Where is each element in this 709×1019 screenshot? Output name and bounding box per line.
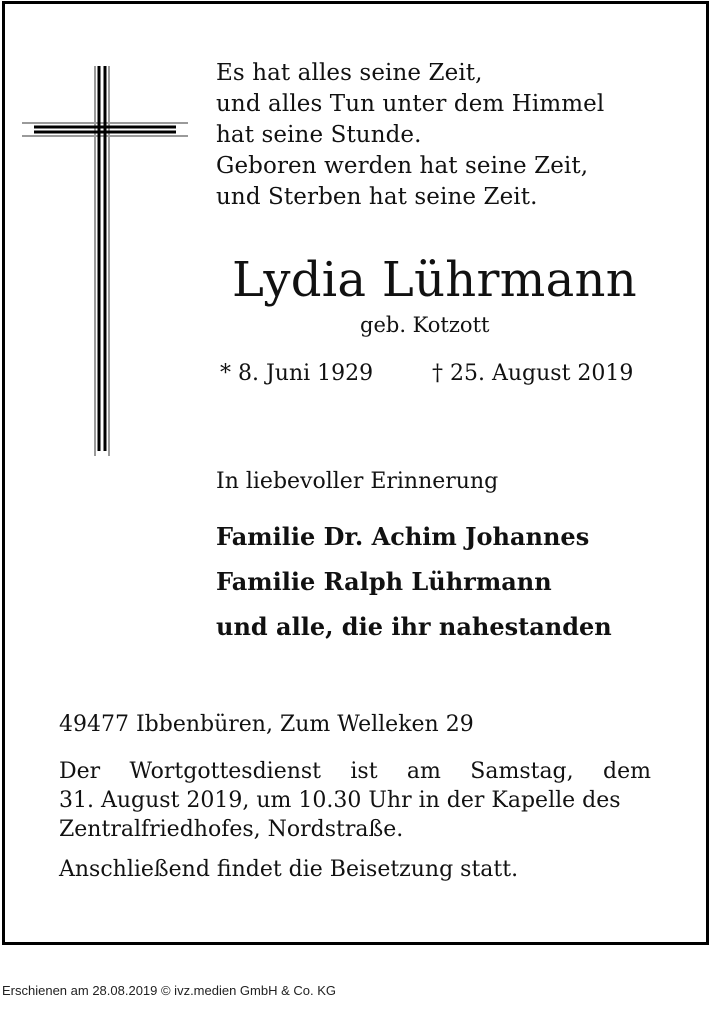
publication-footer: Erschienen am 28.08.2019 © ivz.medien GmbH & Co. KG [2, 983, 337, 998]
death-date: † 25. August 2019 [432, 361, 634, 386]
cross-icon [22, 66, 188, 456]
service-word: Samstag, [470, 759, 574, 784]
service-word: ist [350, 759, 378, 784]
poem-line: Geboren werden hat seine Zeit, [216, 153, 589, 179]
service-line [59, 757, 651, 786]
service-line: Zentralfriedhofes, Nordstraße. [59, 817, 404, 842]
poem-line: Es hat alles seine Zeit, [216, 60, 483, 86]
service-word: dem [603, 759, 651, 784]
poem-line: hat seine Stunde. [216, 122, 422, 148]
service-word: am [406, 759, 441, 784]
maiden-name: geb. Kotzott [360, 313, 490, 337]
mourners-list [216, 514, 612, 649]
address: 49477 Ibbenbüren, Zum Welleken 29 [59, 712, 474, 737]
service-info [59, 757, 651, 844]
mourner-line: Familie Dr. Achim Johannes [216, 522, 590, 551]
mourner-line: Familie Ralph Lührmann [216, 567, 552, 596]
memory-intro: In liebevoller Erinnerung [216, 469, 499, 494]
poem [216, 58, 604, 213]
burial-note: Anschließend findet die Beisetzung statt. [59, 857, 519, 882]
mourner-line: und alle, die ihr nahestanden [216, 612, 612, 641]
birth-date: * 8. Juni 1929 [220, 361, 374, 386]
service-word: Der [59, 759, 101, 784]
deceased-name: Lydia Lührmann [232, 252, 637, 308]
poem-line: und alles Tun unter dem Himmel [216, 91, 605, 117]
service-word: Wortgottesdienst [129, 759, 322, 784]
poem-line: und Sterben hat seine Zeit. [216, 184, 538, 210]
service-line: 31. August 2019, um 10.30 Uhr in der Kapelle des [59, 788, 621, 813]
life-dates [220, 359, 634, 389]
